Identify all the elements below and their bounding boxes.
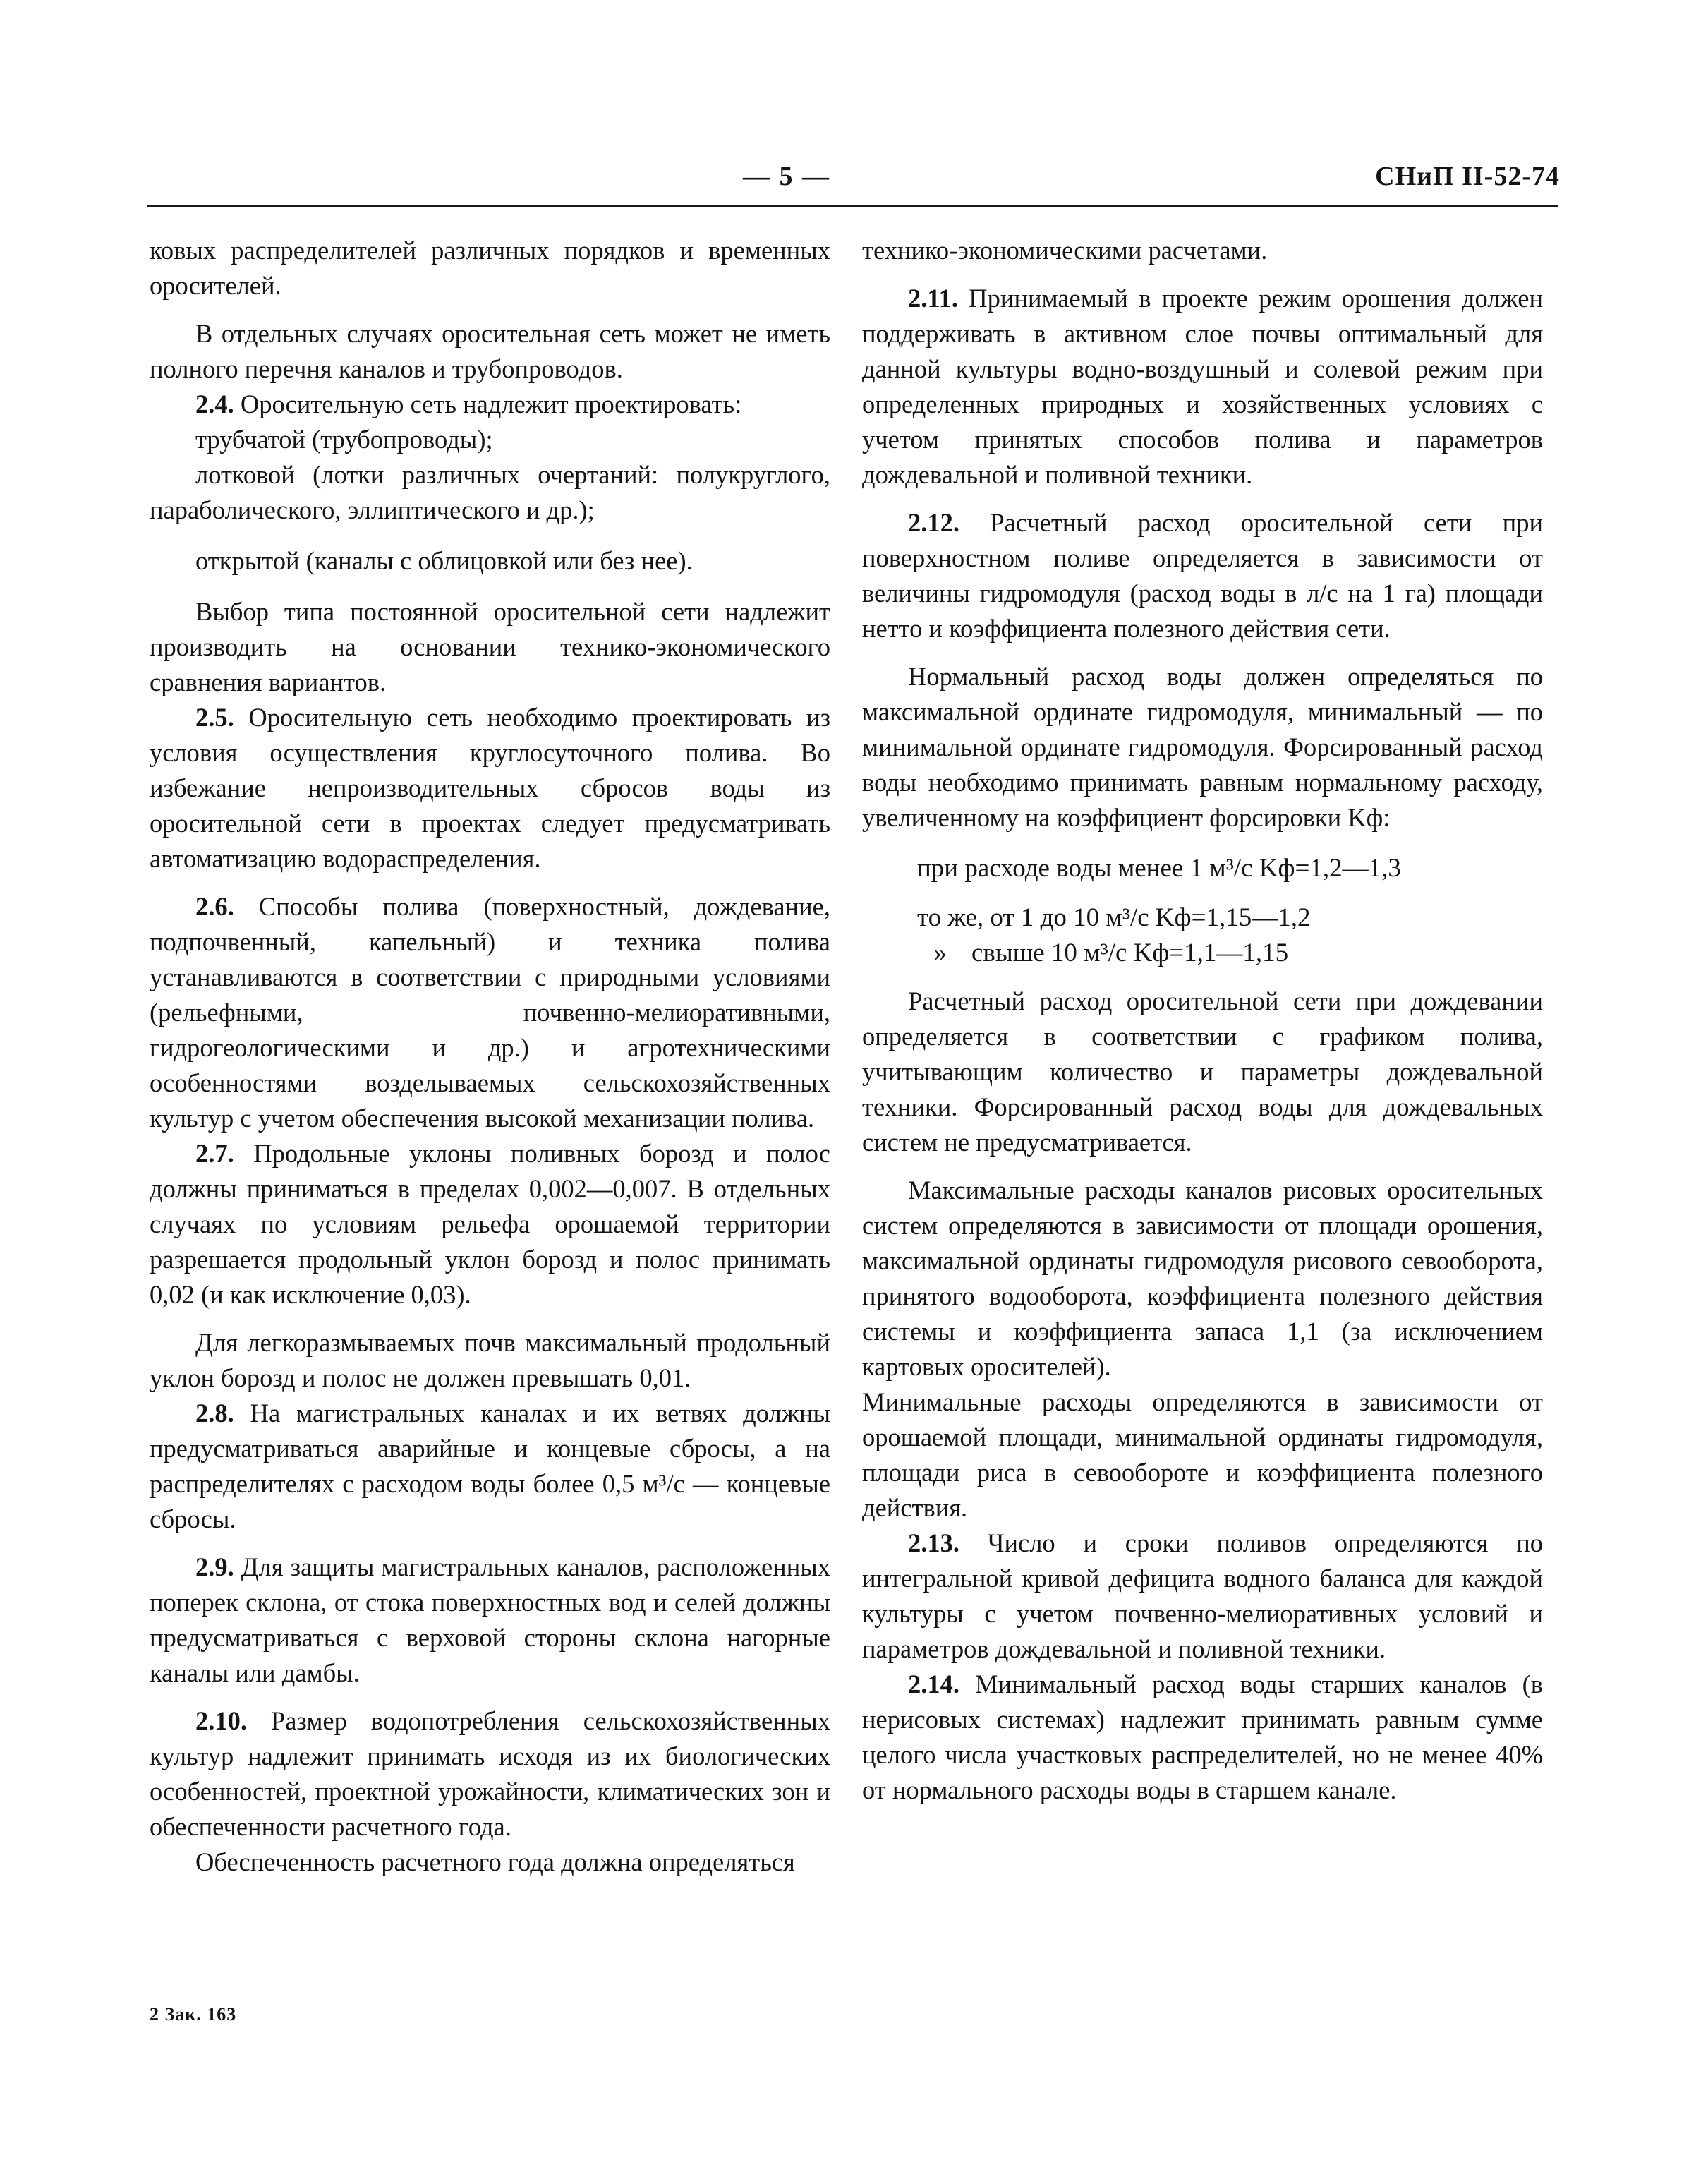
paragraph: Для легкоразмываемых почв максимальный продольный уклон борозд и полос не должен превышать 0,01. (150, 1328, 830, 1392)
paragraph: Обеспеченность расчетного года должна определяться (195, 1847, 795, 1876)
section-number: 2.14. (908, 1670, 959, 1698)
header-rule (147, 205, 1558, 207)
page-number: — 5 — (743, 162, 830, 191)
left-column (150, 233, 830, 1880)
section-text: Размер водопотребления сельскохозяйственных культур надлежит принимать исходя из их биологических особенностей, проектной урожайности, климатических зон и обеспеченности расчетного года. (150, 1706, 830, 1841)
section-text: Оросительную сеть необходимо проектировать из условия осуществления круглосуточного полива. Во избежание непроизводительных сбросов воды из оросительной сети в проектах следует предусматривать автоматизацию водораспределения. (150, 703, 830, 873)
section-number: 2.13. (908, 1528, 959, 1557)
paragraph: Расчетный расход оросительной сети при дождевании определяется в соответствии с графиком полива, учитывающим количество и параметры дождевальной техники. Форсированный расход воды для дождевальных систем не предусматривается. (862, 986, 1543, 1157)
section-2-4 (150, 387, 830, 422)
section-text: Продольные уклоны поливных борозд и полос должны приниматься в пределах 0,002—0,007. В отдельных случаях по условиям рельефа орошаемой территории разрешается продольный уклон борозд и полос принимать 0,02 (и как исключение 0,03). (150, 1139, 830, 1309)
paragraph-continuation: ковых распределителей различных порядков и временных оросителей. (150, 236, 830, 300)
section-text: Число и сроки поливов определяются по интегральной кривой дефицита водного баланса для каждой культуры с учетом почвенно-мелиоративных условий и параметров дождевальной и поливной техники. (862, 1528, 1543, 1663)
paragraph: В отдельных случаях оросительная сеть может не иметь полного перечня каналов и трубопроводов. (150, 319, 830, 383)
section-text: Расчетный расход оросительной сети при поверхностном поливе определяется в зависимости от величины гидромодуля (расход воды в л/с на 1 га) площади нетто и коэффициента полезного действия сети. (862, 508, 1543, 643)
formula-text: свыше 10 м³/с Kф=1,1—1,15 (971, 938, 1289, 967)
section-text: Оросительную сеть надлежит проектировать: (234, 390, 742, 418)
paragraph: Максимальные расходы каналов рисовых оросительных систем определяются в зависимости от площади орошения, максимальной ординаты гидромодуля рисового севооборота, принятого водооборота, коэффициента полезного действия системы и коэффициента запаса 1,1 (за исключением картовых оросителей). (862, 1176, 1543, 1381)
section-2-9 (150, 1550, 830, 1691)
list-item: открытой (каналы с облицовкой или без нее). (195, 546, 693, 575)
list-item: трубчатой (трубопроводы); (195, 425, 493, 454)
section-text: На магистральных каналах и их ветвях должны предусматриваться аварийные и концевые сбросы, а на распределителях с расходом воды более 0,5 м³/с — концевые сбросы. (150, 1399, 830, 1533)
section-2-11 (862, 281, 1543, 493)
section-number: 2.9. (195, 1552, 234, 1581)
section-number: 2.12. (908, 508, 959, 537)
section-number: 2.4. (195, 390, 234, 418)
section-2-5 (150, 700, 830, 876)
paragraph-continuation: технико-экономическими расчетами. (862, 236, 1268, 265)
section-2-8 (150, 1396, 830, 1537)
section-text: Принимаемый в проекте режим орошения должен поддерживать в активном слое почвы оптимальный для данной культуры водно-воздушный и солевой режим при определенных природных и хозяйственных условиях с учетом принятых способов полива и параметров дождевальной и поливной техники. (862, 284, 1543, 489)
section-2-6 (150, 889, 830, 1136)
paragraph: Выбор типа постоянной оросительной сети надлежит производить на основании технико-экономического сравнения вариантов. (150, 597, 830, 696)
section-2-7 (150, 1136, 830, 1312)
section-text: Минимальный расход воды старших каналов (в нерисовых системах) надлежит принимать равным сумме целого числа участковых распределителей, но не менее 40% от нормального расходы воды в старшем канале. (862, 1670, 1543, 1804)
document-code: СНиП II-52-74 (1375, 162, 1560, 191)
section-text: Способы полива (поверхностный, дождевание, подпочвенный, капельный) и техника полива устанавливаются в соответствии с природными условиями (рельефными, почвенно-мелиоративными, гидрогеологическими и др.) и агротехническими особенностями возделываемых сельскохозяйственных культур с учетом обеспечения высокой механизации полива. (150, 892, 830, 1133)
ditto-mark: » (933, 938, 947, 967)
paragraph: Нормальный расход воды должен определяться по максимальной ординате гидромодуля, минимальный — по минимальной ординате гидромодуля. Форсированный расход воды необходимо принимать равным нормальному расходу, увеличенному на коэффициент форсировки Kф: (862, 662, 1543, 832)
section-2-12 (862, 505, 1543, 646)
section-number: 2.6. (195, 892, 234, 921)
formula-line: при расходе воды менее 1 м³/с Kф=1,2—1,3 (917, 854, 1401, 883)
formula-line: то же, от 1 до 10 м³/с Kф=1,15—1,2 (917, 903, 1311, 932)
right-column (862, 233, 1543, 1808)
section-number: 2.11. (908, 284, 958, 313)
section-2-13 (862, 1526, 1543, 1667)
formula-line (862, 936, 1543, 971)
section-2-14 (862, 1667, 1543, 1808)
section-text: Для защиты магистральных каналов, расположенных поперек склона, от стока поверхностных вод и селей должны предусматриваться с верховой стороны склона нагорные каналы или дамбы. (150, 1552, 830, 1687)
paragraph: Минимальные расходы определяются в зависимости от орошаемой площади, минимальной ординаты гидромодуля, площади риса в севообороте и коэффициента полезного действия. (862, 1387, 1543, 1522)
section-number: 2.5. (195, 703, 234, 732)
section-number: 2.8. (195, 1399, 234, 1427)
section-2-10 (150, 1703, 830, 1845)
section-number: 2.10. (195, 1706, 247, 1735)
list-item: лотковой (лотки различных очертаний: полукруглого, параболического, эллиптического и др.); (150, 460, 830, 524)
print-order-note: 2 Зак. 163 (150, 2004, 237, 2024)
section-number: 2.7. (195, 1139, 234, 1168)
